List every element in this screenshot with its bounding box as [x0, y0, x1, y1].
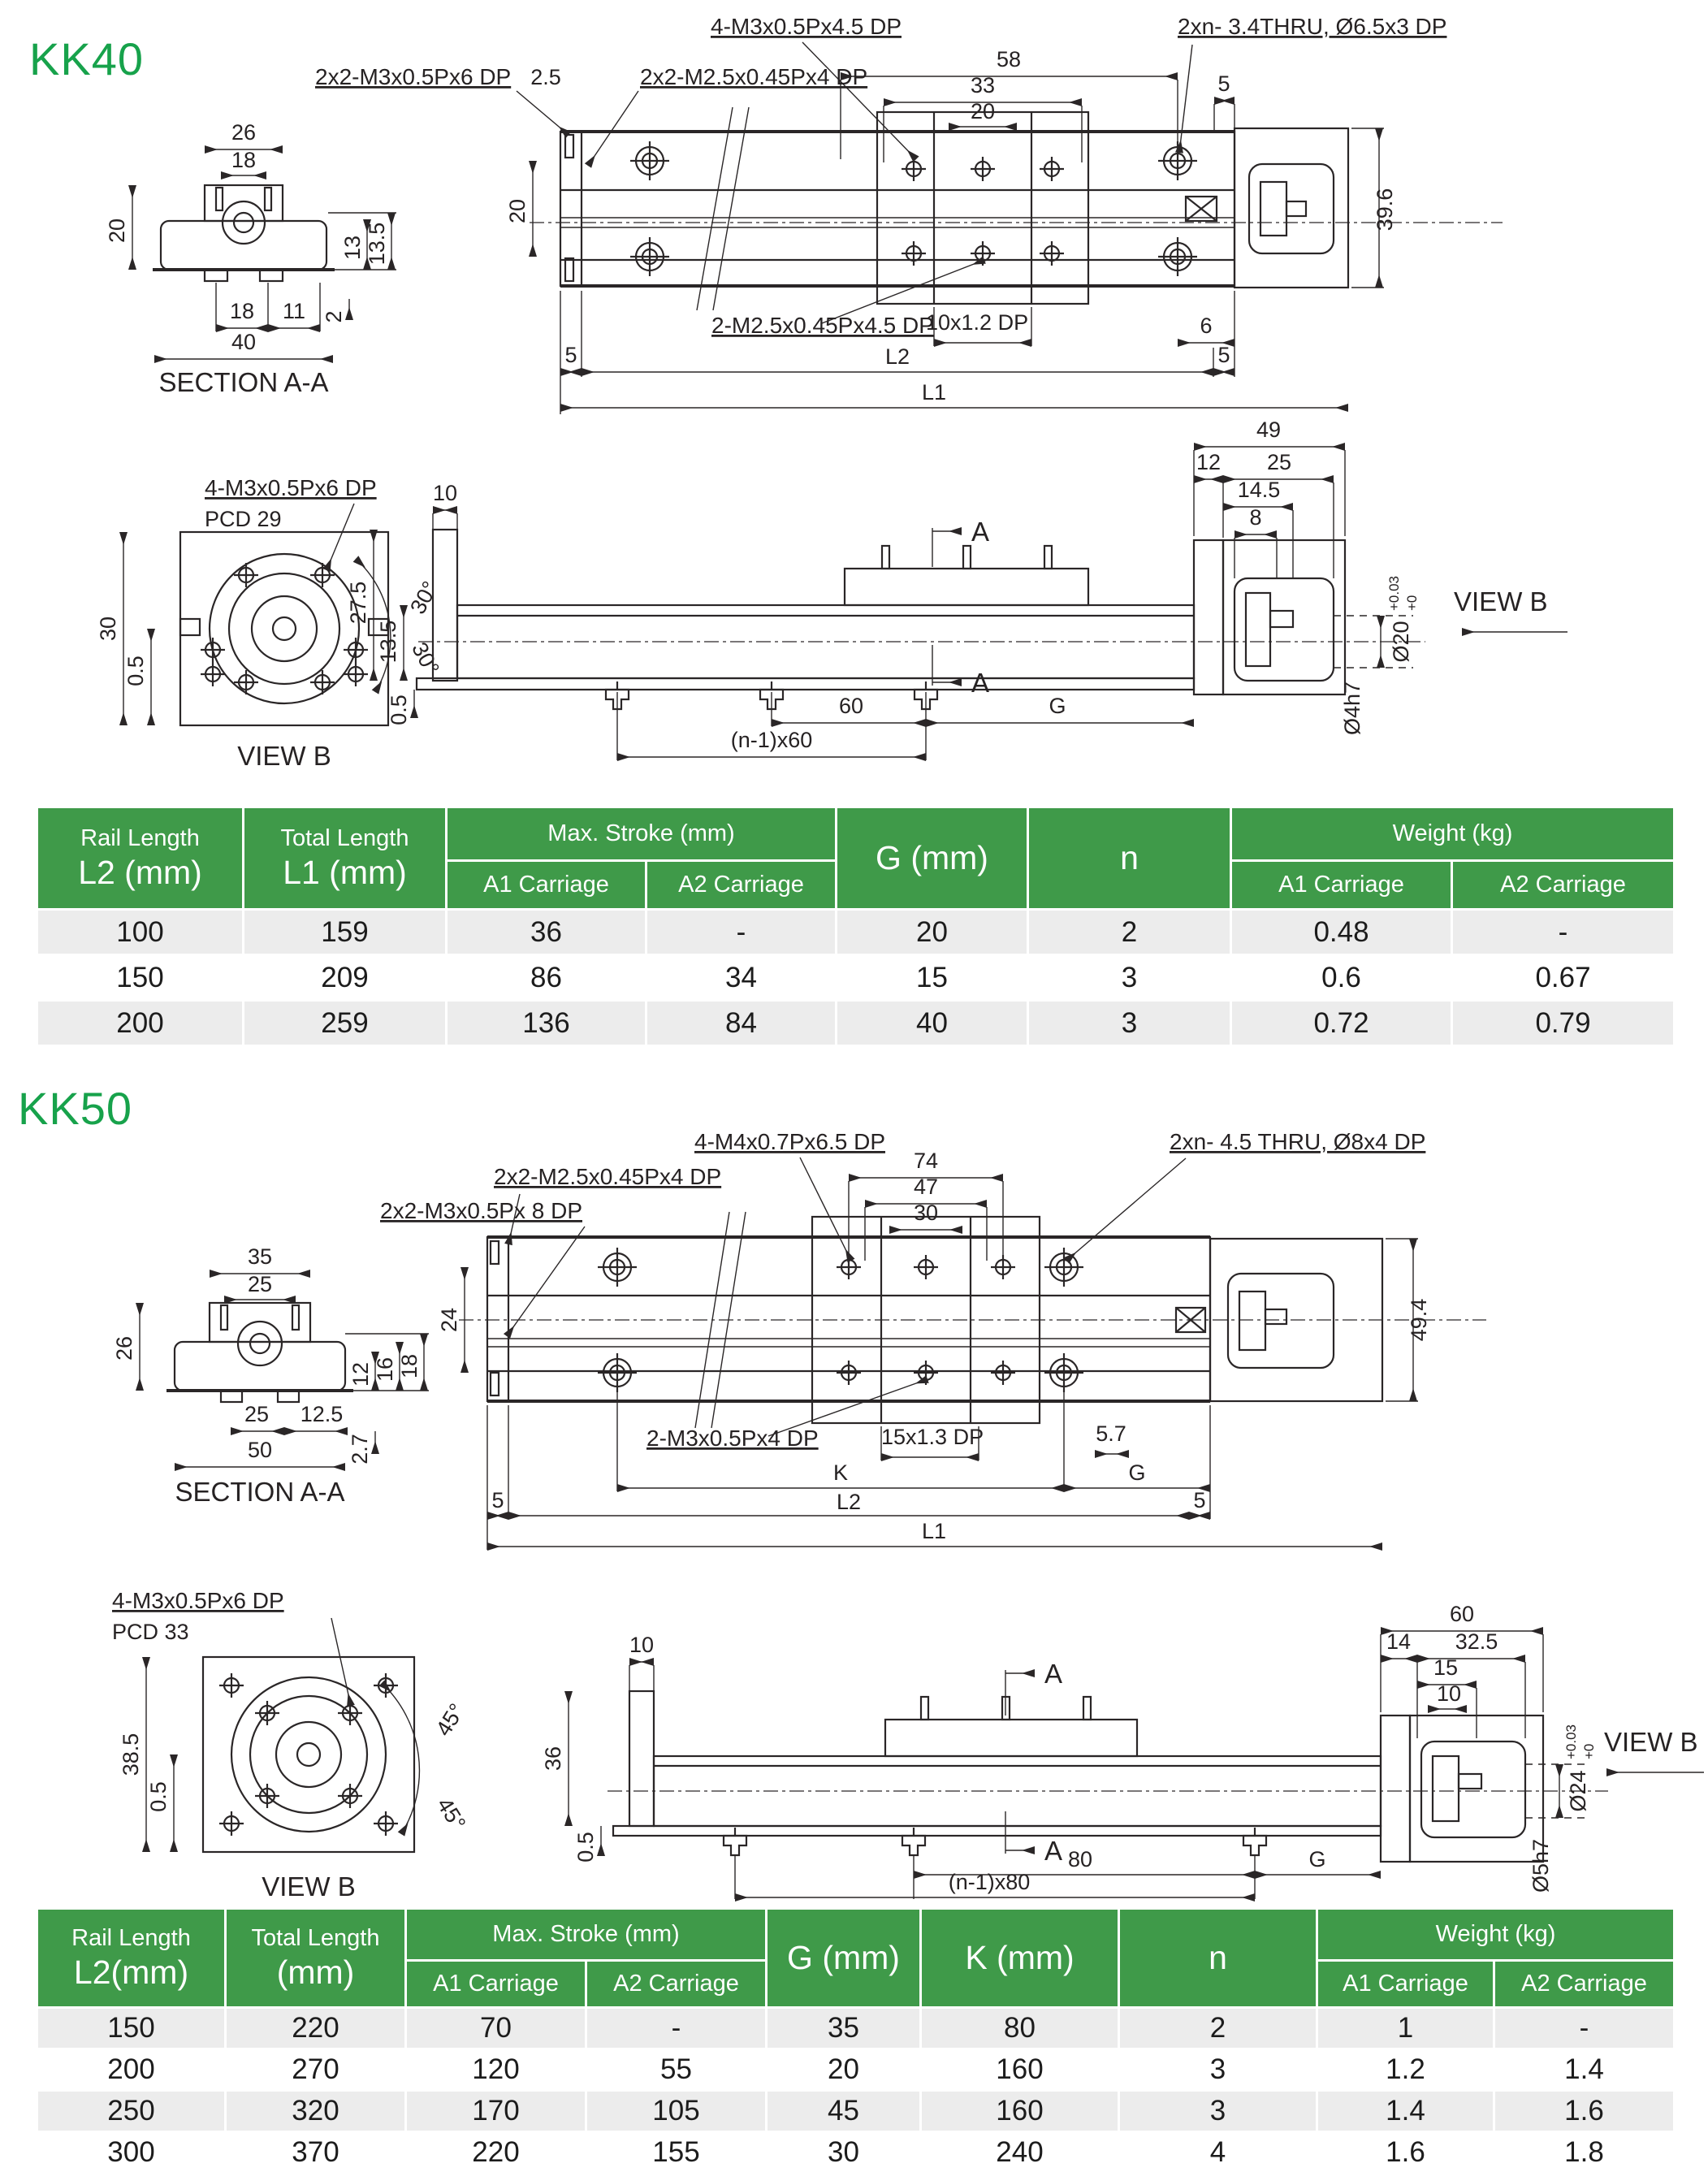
annotation: 15x1.3 DP — [881, 1425, 984, 1449]
dim-label: 32.5 — [1455, 1629, 1498, 1654]
dim-label: 47 — [913, 1175, 939, 1199]
header-n: n — [1028, 807, 1231, 910]
dim-label: Ø4h7 — [1340, 681, 1364, 735]
dim-label: G — [1308, 1847, 1326, 1871]
dim-label: 10 — [629, 1633, 655, 1657]
dim-label: 35 — [247, 1244, 273, 1269]
dim-label: 25 — [247, 1272, 273, 1296]
data-cell: 3 — [1028, 1001, 1231, 1046]
dim-label: 5 — [1193, 1488, 1206, 1512]
data-cell: 35 — [767, 2008, 921, 2049]
dim-label: 12.5 — [300, 1402, 344, 1426]
cut-label: A — [971, 668, 990, 698]
kk40-section-view — [105, 120, 396, 397]
data-cell: 105 — [586, 2091, 767, 2132]
data-cell: - — [1452, 910, 1675, 955]
dim-label: 30° — [405, 577, 443, 618]
dim-label: 13.5 — [365, 222, 389, 266]
kk40-spec-table — [36, 806, 1676, 1047]
data-cell: 2 — [1119, 2008, 1317, 2049]
data-cell: 55 — [586, 2049, 767, 2091]
data-cell: 150 — [37, 2008, 226, 2049]
annotation: 4-M3x0.5Px6 DP — [205, 475, 377, 500]
data-cell: 159 — [244, 910, 447, 955]
table-row — [37, 2091, 1675, 2132]
kk50-title: KK50 — [18, 1083, 132, 1134]
header-total-length: Total Length L1 (mm) — [244, 807, 447, 910]
data-cell: 4 — [1119, 2132, 1317, 2172]
dim-label: (n-1)x60 — [730, 728, 813, 752]
dim-label: 0.5 — [387, 694, 411, 725]
cut-label: A — [1044, 1836, 1063, 1866]
dim-label: 6 — [1200, 314, 1213, 338]
header-weight-a1: A1 Carriage — [1231, 861, 1452, 910]
data-cell: 15 — [837, 955, 1028, 1001]
dim-label: 10 — [1436, 1681, 1462, 1706]
dim-label: 30° — [407, 638, 444, 679]
data-cell: 86 — [447, 955, 646, 1001]
data-cell: 0.48 — [1231, 910, 1452, 955]
kk40-side-view — [346, 418, 1567, 760]
annotation: 4-M3x0.5Px6 DP — [112, 1588, 284, 1613]
dim-label: (n-1)x80 — [948, 1870, 1031, 1894]
dim-label: 2 — [322, 310, 346, 323]
annotation: PCD 33 — [112, 1620, 189, 1644]
header-weight-a2: A2 Carriage — [1494, 1961, 1675, 2008]
dim-label: 25 — [244, 1402, 270, 1426]
annotation: 2x2-M2.5x0.45Px4 DP — [494, 1164, 722, 1189]
kk50-plan-view — [380, 1129, 1486, 1550]
header-total-length: Total Length (mm) — [226, 1909, 406, 2008]
data-cell: 370 — [226, 2132, 406, 2172]
data-cell: 1.6 — [1494, 2091, 1675, 2132]
data-cell: 200 — [37, 1001, 244, 1046]
data-cell: 259 — [244, 1001, 447, 1046]
data-cell: 155 — [586, 2132, 767, 2172]
annotation: 2x2-M2.5x0.45Px4 DP — [640, 64, 868, 89]
data-cell: 136 — [447, 1001, 646, 1046]
dim-label: 5 — [1217, 343, 1230, 367]
dim-label: 80 — [1067, 1847, 1093, 1871]
annotation: 10x1.2 DP — [926, 310, 1029, 335]
dim-label: 60 — [1449, 1602, 1475, 1626]
dim-label: 20 — [505, 198, 530, 224]
dim-label: 18 — [397, 1353, 422, 1379]
dim-label: 26 — [112, 1335, 136, 1361]
kk50-spec-table — [36, 1907, 1676, 2172]
dim-label: 14 — [1386, 1629, 1412, 1654]
header-a1-carriage: A1 Carriage — [406, 1961, 586, 2008]
dim-label: 39.6 — [1373, 188, 1397, 231]
dim-label: 10 — [432, 481, 458, 505]
dim-label: L1 — [921, 380, 947, 405]
tolerance-label: +0 — [1404, 595, 1420, 611]
dim-label: 36 — [541, 1746, 565, 1772]
kk50-side-view — [541, 1602, 1704, 1899]
data-cell: 30 — [767, 2132, 921, 2172]
data-cell: - — [1494, 2008, 1675, 2049]
header-a1-carriage: A1 Carriage — [447, 861, 646, 910]
annotation: 2x2-M3x0.5Px 8 DP — [380, 1198, 582, 1223]
dim-label: 60 — [838, 694, 864, 718]
dim-label: 30 — [913, 1201, 939, 1225]
dim-label: 12 — [1196, 450, 1222, 474]
dim-label: 13 — [340, 235, 365, 261]
dim-label: 5 — [564, 343, 577, 367]
view-label: SECTION A-A — [175, 1477, 345, 1507]
annotation: 2-M2.5x0.45Px4.5 DP — [711, 313, 934, 338]
data-cell: 170 — [406, 2091, 586, 2132]
data-cell: 120 — [406, 2049, 586, 2091]
dim-label: 49.4 — [1407, 1298, 1431, 1342]
data-cell: 70 — [406, 2008, 586, 2049]
dim-label: Ø24 — [1566, 1770, 1590, 1812]
data-cell: 240 — [921, 2132, 1119, 2172]
dim-label: 45° — [430, 1698, 469, 1741]
dim-label: 38.5 — [119, 1733, 143, 1776]
dim-label: 24 — [437, 1307, 461, 1333]
annotation: PCD 29 — [205, 507, 282, 531]
dim-label: 25 — [1266, 450, 1292, 474]
dim-label: 40 — [231, 330, 257, 354]
dim-label: L2 — [836, 1490, 862, 1514]
dim-label: 58 — [996, 47, 1022, 71]
dim-label: 49 — [1256, 418, 1282, 442]
dim-label: Ø20 — [1389, 621, 1413, 663]
data-cell: 36 — [447, 910, 646, 955]
dim-label: 20 — [970, 99, 996, 123]
data-cell: 20 — [837, 910, 1028, 955]
table-row — [37, 1001, 1675, 1046]
header-rail-length: Rail Length L2(mm) — [37, 1909, 226, 2008]
kk40-title: KK40 — [29, 33, 144, 84]
data-cell: 45 — [767, 2091, 921, 2132]
dim-label: 16 — [373, 1356, 397, 1382]
dim-label: 45° — [432, 1793, 471, 1835]
data-cell: 0.67 — [1452, 955, 1675, 1001]
dim-label: 30 — [96, 616, 120, 642]
data-cell: - — [646, 910, 837, 955]
dim-label: G — [1049, 694, 1066, 718]
dim-label: 18 — [229, 299, 255, 323]
header-max-stroke: Max. Stroke (mm) — [406, 1909, 767, 1961]
dim-label: 14.5 — [1237, 478, 1281, 502]
data-cell: 160 — [921, 2049, 1119, 2091]
annotation: 4-M3x0.5Px4.5 DP — [711, 14, 902, 39]
tolerance-label: +0.03 — [1563, 1724, 1579, 1759]
data-cell: 0.6 — [1231, 955, 1452, 1001]
data-cell: 20 — [767, 2049, 921, 2091]
dim-label: 11 — [282, 299, 306, 323]
data-cell: 220 — [226, 2008, 406, 2049]
view-label: SECTION A-A — [158, 367, 329, 397]
table-row — [37, 910, 1675, 955]
data-cell: 320 — [226, 2091, 406, 2132]
dim-label: 74 — [913, 1149, 939, 1173]
table-row — [37, 955, 1675, 1001]
data-cell: 0.72 — [1231, 1001, 1452, 1046]
data-cell: 200 — [37, 2049, 226, 2091]
dim-label: K — [832, 1460, 849, 1485]
cut-label: A — [971, 517, 990, 547]
header-a2-carriage: A2 Carriage — [586, 1961, 767, 2008]
data-cell: 220 — [406, 2132, 586, 2172]
header-weight-a2: A2 Carriage — [1452, 861, 1675, 910]
dim-label: 2.5 — [530, 65, 561, 89]
annotation: 2xn- 4.5 THRU, Ø8x4 DP — [1170, 1129, 1426, 1154]
data-cell: 3 — [1119, 2049, 1317, 2091]
kk50-section-view — [112, 1244, 429, 1507]
kk40-plan-view — [315, 14, 1503, 414]
dim-label: G — [1128, 1460, 1146, 1485]
dim-label: 12 — [348, 1361, 373, 1387]
annotation: 2xn- 3.4THRU, Ø6.5x3 DP — [1178, 14, 1447, 39]
dim-label: 0.5 — [146, 1781, 171, 1812]
dim-label: L1 — [921, 1519, 947, 1543]
view-label: VIEW B — [237, 741, 331, 771]
data-cell: 3 — [1028, 955, 1231, 1001]
data-cell: 209 — [244, 955, 447, 1001]
dim-label: 20 — [105, 218, 129, 244]
dim-label: 5 — [491, 1488, 504, 1512]
data-cell: 1.2 — [1317, 2049, 1494, 2091]
data-cell: 34 — [646, 955, 837, 1001]
header-a2-carriage: A2 Carriage — [646, 861, 837, 910]
header-n: n — [1119, 1909, 1317, 2008]
dim-label: 15 — [1433, 1655, 1459, 1680]
data-cell: 1.4 — [1494, 2049, 1675, 2091]
dim-label: 5 — [1217, 71, 1230, 96]
tolerance-label: +0 — [1581, 1743, 1597, 1759]
view-label: VIEW B — [1454, 586, 1548, 617]
data-cell: 270 — [226, 2049, 406, 2091]
dim-label: 13.5 — [376, 620, 400, 664]
data-cell: 0.79 — [1452, 1001, 1675, 1046]
dim-label: 8 — [1249, 505, 1262, 530]
data-cell: 80 — [921, 2008, 1119, 2049]
view-label: VIEW B — [262, 1871, 356, 1902]
dim-label: 18 — [231, 148, 257, 172]
dim-label: 50 — [247, 1438, 273, 1462]
annotation: 2-M3x0.5Px4 DP — [646, 1426, 819, 1451]
data-cell: 84 — [646, 1001, 837, 1046]
data-cell: 1.8 — [1494, 2132, 1675, 2172]
header-g: G (mm) — [767, 1909, 921, 2008]
cut-label: A — [1044, 1659, 1063, 1689]
annotation: 4-M4x0.7Px6.5 DP — [694, 1129, 885, 1154]
header-k: K (mm) — [921, 1909, 1119, 2008]
table-row — [37, 2049, 1675, 2091]
data-cell: 3 — [1119, 2091, 1317, 2132]
data-cell: 2 — [1028, 910, 1231, 955]
data-cell: 150 — [37, 955, 244, 1001]
tolerance-label: +0.03 — [1386, 575, 1402, 611]
view-label: VIEW B — [1604, 1727, 1698, 1757]
dim-label: 27.5 — [346, 581, 370, 625]
dim-label: 0.5 — [123, 655, 148, 686]
table-row — [37, 2132, 1675, 2172]
annotation: 2x2-M3x0.5Px6 DP — [315, 64, 512, 89]
dim-label: 33 — [970, 73, 996, 97]
kk50-front-view — [112, 1588, 470, 1902]
dim-label: 26 — [231, 120, 257, 145]
header-weight: Weight (kg) — [1231, 807, 1675, 861]
data-cell: 250 — [37, 2091, 226, 2132]
data-cell: 1.6 — [1317, 2132, 1494, 2172]
data-cell: 160 — [921, 2091, 1119, 2132]
header-g: G (mm) — [837, 807, 1028, 910]
data-cell: 1 — [1317, 2008, 1494, 2049]
header-weight-a1: A1 Carriage — [1317, 1961, 1494, 2008]
header-max-stroke: Max. Stroke (mm) — [447, 807, 837, 861]
data-cell: 100 — [37, 910, 244, 955]
header-weight: Weight (kg) — [1317, 1909, 1675, 1961]
table-row — [37, 2008, 1675, 2049]
data-cell: - — [586, 2008, 767, 2049]
dim-label: Ø5h7 — [1529, 1838, 1553, 1893]
dim-label: 0.5 — [573, 1832, 598, 1863]
header-rail-length: Rail Length L2 (mm) — [37, 807, 244, 910]
data-cell: 1.4 — [1317, 2091, 1494, 2132]
dim-label: 5.7 — [1096, 1421, 1126, 1446]
data-cell: 40 — [837, 1001, 1028, 1046]
dim-label: 2.7 — [348, 1434, 372, 1465]
dim-label: L2 — [884, 344, 910, 369]
data-cell: 300 — [37, 2132, 226, 2172]
